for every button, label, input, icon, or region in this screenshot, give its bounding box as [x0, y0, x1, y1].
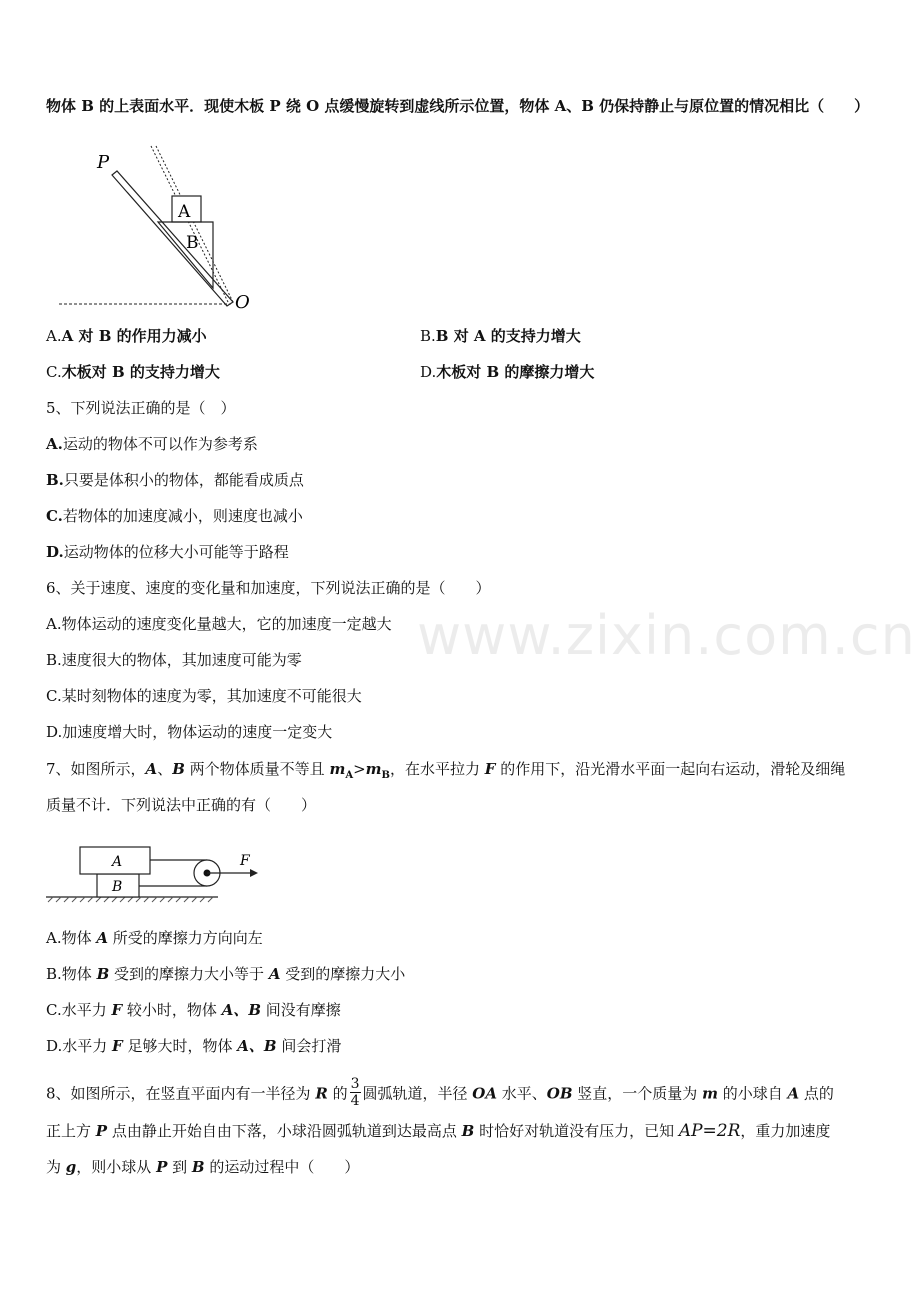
q7-figure	[44, 838, 274, 908]
label-a: A	[178, 202, 191, 222]
q4-option-a: A.A 对 B 的作用力减小	[46, 327, 207, 345]
q4-intro: 物体 B 的上表面水平．现使木板 P 绕 O 点缓慢旋转到虚线所示位置，物体 A、B 仍保持静止与原位置的情况相比（ ）	[46, 97, 870, 115]
q8-stem-line2: 正上方 P 点由静止开始自由下落，小球沿圆弧轨道到达最高点 B 时恰好对轨道没有压力，已知 AP=2R，重力加速度	[46, 1121, 831, 1141]
force-arrow-head	[250, 869, 258, 877]
q5-stem: 5、下列说法正确的是（ ）	[46, 399, 236, 417]
dashed-board-1	[151, 146, 229, 304]
q6-stem: 6、关于速度、速度的变化量和加速度，下列说法正确的是（ ）	[46, 579, 491, 597]
q7-stem-line1: 7、如图所示，A、B 两个物体质量不等且 $m_A>m_B$，在水平拉力 F 的作用下，沿光滑水平面一起向右运动，滑轮及细绳	[46, 760, 846, 781]
q4-figure	[55, 140, 265, 312]
label-b: B	[186, 233, 199, 253]
watermark: www.zixin.com.cn	[417, 604, 916, 667]
q7-option-c: C.水平力 F 较小时，物体 A、B 间没有摩擦	[46, 1001, 341, 1019]
q5-option-a: A.运动的物体不可以作为参考系	[46, 435, 258, 453]
label-a: A	[112, 854, 123, 870]
q6-option-b: B.速度很大的物体，其加速度可能为零	[46, 651, 302, 669]
q5-option-d: D.运动物体的位移大小可能等于路程	[46, 543, 289, 561]
q8-stem-line3: 为 g，则小球从 P 到 B 的运动过程中（ ）	[46, 1158, 360, 1176]
q5-option-c: C.若物体的加速度减小，则速度也减小	[46, 507, 303, 525]
label-b: B	[112, 879, 123, 895]
q5-option-b: B.只要是体积小的物体，都能看成质点	[46, 471, 304, 489]
q7-option-a: A.物体 A 所受的摩擦力方向向左	[46, 929, 263, 947]
ground-hatching	[48, 897, 213, 902]
equation-ap-2r: AP=2R	[678, 1121, 741, 1141]
q6-option-c: C.某时刻物体的速度为零，其加速度不可能很大	[46, 687, 362, 705]
q8-stem-line1: 8、如图所示，在竖直平面内有一半径为 R 的 $\frac{3}{4}$ 圆弧轨道，半径 OA 水平、OB 竖直，一个质量为 m 的小球自 A 点的	[46, 1076, 834, 1109]
dashed-board-2	[156, 146, 233, 302]
q7-stem-line2: 质量不计．下列说法中正确的有（ ）	[46, 796, 317, 814]
q7-option-d: D.水平力 F 足够大时，物体 A、B 间会打滑	[46, 1037, 342, 1055]
q4-option-c: C.木板对 B 的支持力增大	[46, 363, 220, 381]
q7-option-b: B.物体 B 受到的摩擦力大小等于 A 受到的摩擦力大小	[46, 965, 406, 983]
q4-option-b: B.B 对 A 的支持力增大	[420, 327, 581, 345]
label-p: P	[97, 152, 110, 173]
q6-option-a: A.物体运动的速度变化量越大，它的加速度一定越大	[46, 615, 392, 633]
fraction-three-quarters: $\frac{3}{4}$	[350, 1076, 360, 1109]
q6-option-d: D.加速度增大时，物体运动的速度一定变大	[46, 723, 333, 741]
q4-option-d: D.木板对 B 的摩擦力增大	[420, 363, 595, 381]
label-f: F	[240, 853, 250, 869]
label-o: O	[235, 292, 250, 312]
